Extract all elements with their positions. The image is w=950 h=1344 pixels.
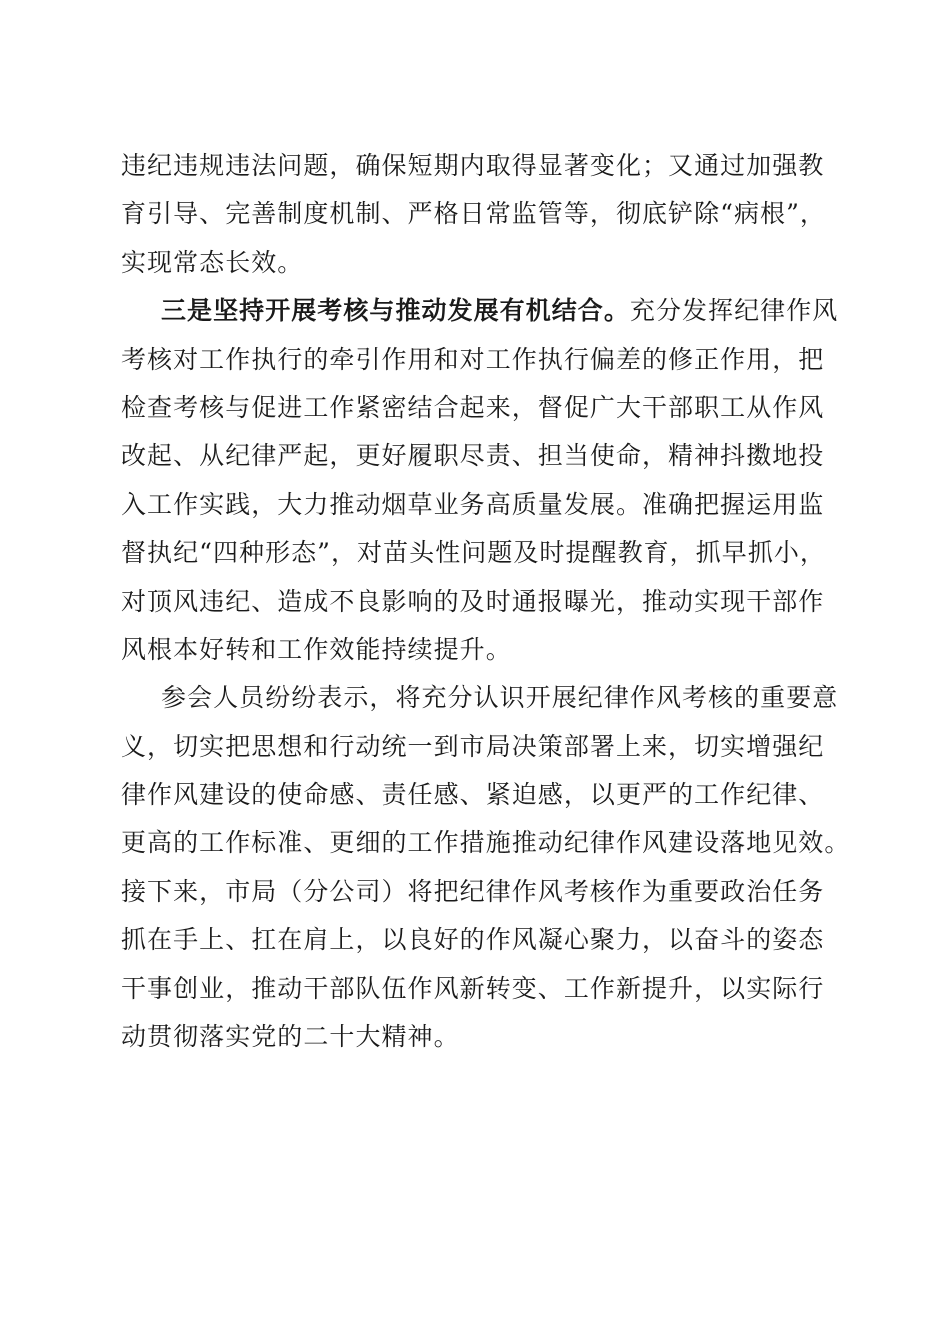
text-line: 律作风建设的使命感、责任感、紧迫感，以更严的工作纪律、	[121, 780, 825, 810]
paragraph-heading: 三是坚持开展考核与推动发展有机结合。	[161, 296, 630, 326]
text-line: 更高的工作标准、更细的工作措施推动纪律作风建设落地见效。	[121, 828, 851, 858]
text-line: 入工作实践，大力推动烟草业务高质量发展。准确把握运用监	[121, 489, 825, 519]
text-line: 对顶风违纪、造成不良影响的及时通报曝光，推动实现干部作	[121, 586, 825, 616]
text-line: 检查考核与促进工作紧密结合起来，督促广大干部职工从作风	[121, 392, 825, 422]
paragraph-heading-line	[121, 287, 839, 335]
text-line: 考核对工作执行的牵引作用和对工作执行偏差的修正作用，把	[121, 344, 825, 374]
text-line: 改起、从纪律严起，更好履职尽责、担当使命，精神抖擞地投	[121, 441, 825, 471]
text-line: 实现常态长效。	[121, 247, 304, 277]
text-line: 接下来，市局（分公司）将把纪律作风考核作为重要政治任务	[121, 876, 825, 906]
text-line: 育引导、完善制度机制、严格日常监管等，彻底铲除“病根”，	[121, 199, 826, 229]
text-line: 干事创业，推动干部队伍作风新转变、工作新提升，以实际行	[121, 973, 825, 1003]
document-body	[121, 142, 851, 1061]
text-span: 充分发挥纪律作风	[629, 296, 839, 326]
text-line: 义，切实把思想和行动统一到市局决策部署上来，切实增强纪	[121, 731, 825, 761]
text-line: 违纪违规违法问题，确保短期内取得显著变化；又通过加强教	[121, 151, 825, 180]
text-line: 风根本好转和工作效能持续提升。	[121, 634, 512, 664]
text-line: 督执纪“四种形态”，对苗头性问题及时提醒教育，抓早抓小，	[121, 538, 826, 568]
text-line: 参会人员纷纷表示，将充分认识开展纪律作风考核的重要意	[161, 683, 839, 713]
text-line: 抓在手上、扛在肩上，以良好的作风凝心聚力，以奋斗的姿态	[121, 925, 825, 955]
text-line: 动贯彻落实党的二十大精神。	[121, 1022, 460, 1052]
